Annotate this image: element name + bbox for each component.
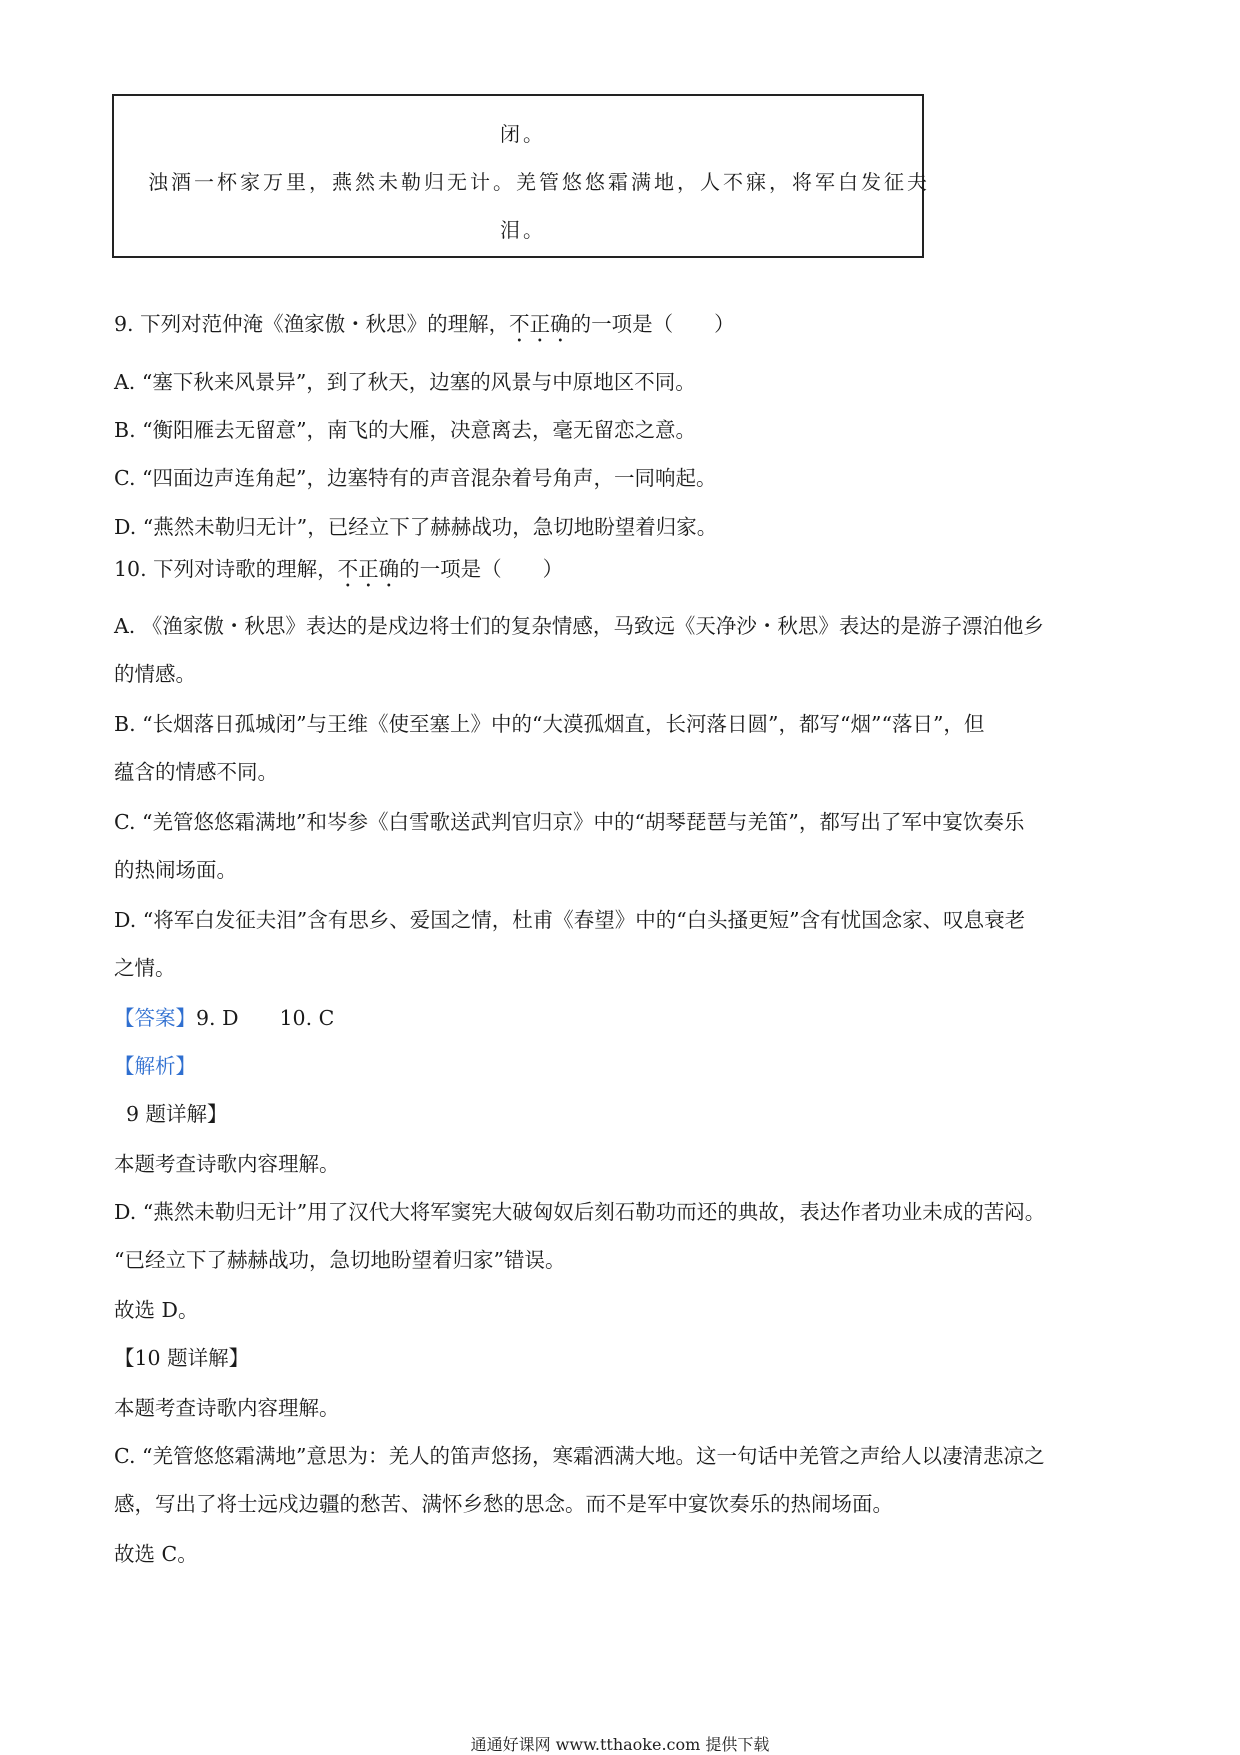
q10-detail-p3: 感，写出了将士远戍边疆的愁苦、满怀乡愁的思念。而不是军中宴饮奏乐的热闹场面。: [114, 1492, 893, 1516]
q10-detail-p4: 故选 C。: [114, 1542, 198, 1566]
answer-line: [114, 1004, 334, 1032]
q9-detail-p2: D. “燕然未勒归无计”用了汉代大将军窦宪大破匈奴后刻石勒功而还的典故，表达作者功业未成的苦闷。: [114, 1200, 1046, 1224]
analysis-label: 【解析】: [114, 1054, 196, 1078]
q9-detail-p4: 故选 D。: [114, 1298, 199, 1322]
q9-option-d: D. “燕然未勒归无计”，已经立下了赫赫战功，急切地盼望着归家。: [114, 515, 718, 539]
q10-option-b-line2: 蕴含的情感不同。: [114, 760, 278, 784]
q10-detail-heading: 【10 题详解】: [114, 1346, 250, 1370]
poem-line-1: 闭。: [500, 122, 546, 146]
q10-stem: [114, 555, 563, 592]
q9-stem-post: 的一项是（ ）: [570, 312, 735, 336]
q10-option-d-line1: D. “将军白发征夫泪”含有思乡、爱国之情，杜甫《春望》中的“白头搔更短”含有忧国念家、叹息衰老: [114, 908, 1026, 932]
q10-stem-post: 的一项是（ ）: [399, 557, 564, 581]
poem-line-2: 浊酒一杯家万里，燕然未勒归无计。羌管悠悠霜满地，人不寐，将军白发征夫: [148, 170, 930, 194]
q10-stem-dot: 不正确: [337, 557, 400, 581]
q9-detail-heading: 9 题详解】: [126, 1102, 228, 1126]
q10-option-d-line2: 之情。: [114, 956, 176, 980]
q9-option-a: A. “塞下秋来风景异”，到了秋天，边塞的风景与中原地区不同。: [114, 370, 696, 394]
q10-stem-pre: 10. 下列对诗歌的理解，: [114, 557, 338, 581]
q10-detail-p2: C. “羌管悠悠霜满地”意思为：羌人的笛声悠扬，寒霜洒满大地。这一句话中羌管之声给人以凄清悲凉之: [114, 1444, 1045, 1468]
q10-detail-p1: 本题考查诗歌内容理解。: [114, 1396, 340, 1420]
q9-detail-p1: 本题考查诗歌内容理解。: [114, 1152, 340, 1176]
page-footer: 通通好课网 www.tthaoke.com 提供下载: [470, 1735, 770, 1754]
poem-line-3: 泪。: [500, 218, 546, 242]
q9-option-b: B. “衡阳雁去无留意”，南飞的大雁，决意离去，毫无留恋之意。: [114, 418, 697, 442]
poem-box: [112, 94, 930, 258]
q10-option-b-line1: B. “长烟落日孤城闭”与王维《使至塞上》中的“大漠孤烟直，长河落日圆”，都写“烟”“落日”，但: [114, 712, 985, 736]
answer-label: 【答案】: [114, 1006, 196, 1030]
q10-option-a-line2: 的情感。: [114, 662, 196, 686]
q9-stem: [114, 310, 735, 347]
q10-option-c-line2: 的热闹场面。: [114, 858, 237, 882]
q9-stem-pre: 9. 下列对范仲淹《渔家傲・秋思》的理解，: [114, 312, 510, 336]
q9-stem-dot: 不正确: [509, 312, 571, 336]
answer-value: 9. D 10. C: [196, 1006, 335, 1030]
q9-detail-p3: “已经立下了赫赫战功，急切地盼望着归家”错误。: [114, 1248, 566, 1272]
q10-option-a-line1: A. 《渔家傲・秋思》表达的是戍边将士们的复杂情感，马致远《天净沙・秋思》表达的是游子漂泊他乡: [114, 614, 1044, 638]
q9-option-c: C. “四面边声连角起”，边塞特有的声音混杂着号角声，一同响起。: [114, 466, 717, 490]
q10-option-c-line1: C. “羌管悠悠霜满地”和岑参《白雪歌送武判官归京》中的“胡琴琵琶与羌笛”，都写出了军中宴饮奏乐: [114, 810, 1025, 834]
